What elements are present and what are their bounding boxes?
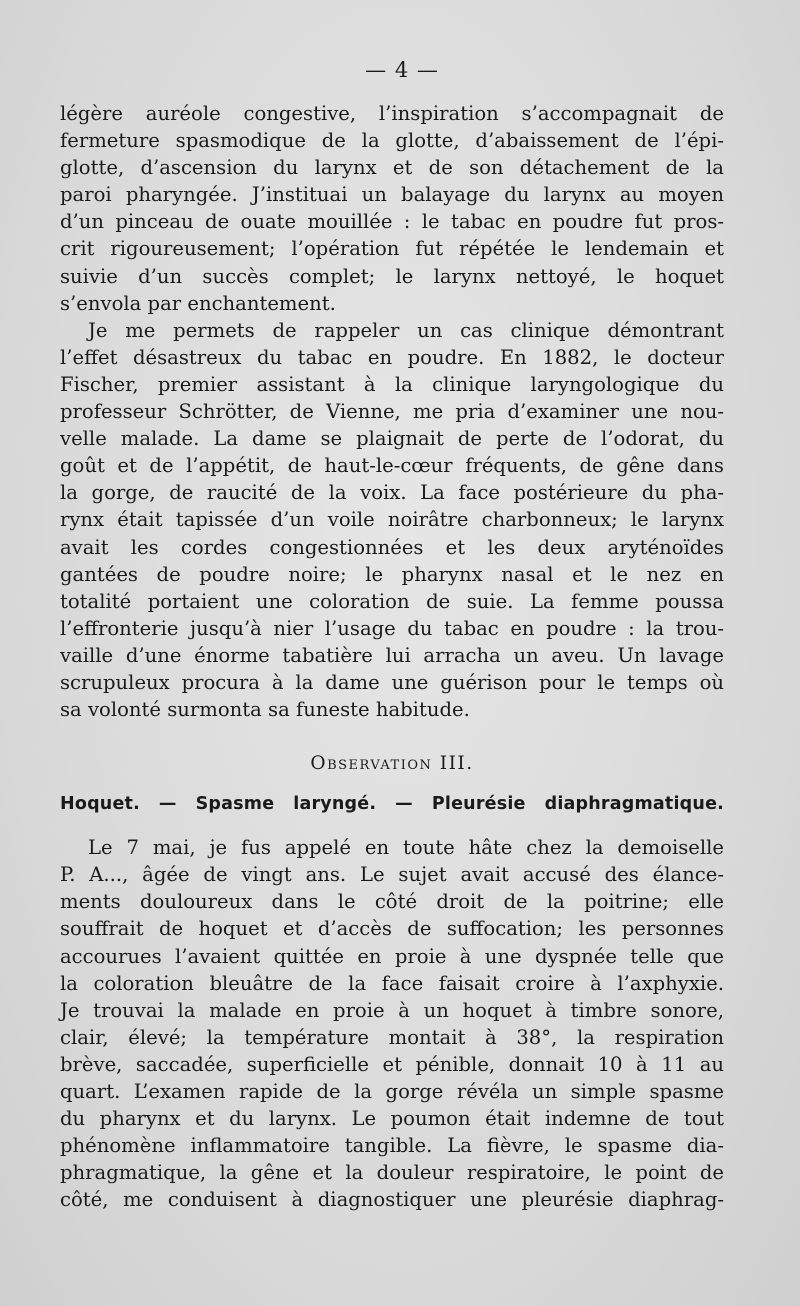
text-line: avait les cordes congestionnées et les deux aryténoïdes <box>60 535 724 559</box>
text-line: Je me permets de rappeler un cas clinique démontrant <box>88 318 724 342</box>
text-line: phragmatique, la gêne et la douleur respiratoire, le point de <box>60 1161 724 1185</box>
text-line: velle malade. La dame se plaignait de perte de l’odorat, du <box>60 427 724 451</box>
text-line: paroi pharyngée. J’instituai un balayage du larynx au moyen <box>60 183 724 207</box>
text-line: gantées de poudre noire; le pharynx nasal et le nez en <box>60 562 724 586</box>
text-line: souffrait de hoquet et d’accès de suffocation; les personnes <box>60 917 724 941</box>
text-line: l’effet désastreux du tabac en poudre. En 1882, le docteur <box>60 345 724 369</box>
text-line: phénomène inflammatoire tangible. La fièvre, le spasme dia- <box>60 1134 724 1158</box>
text-line: du pharynx et du larynx. Le poumon était indemne de tout <box>60 1107 724 1131</box>
section-heading: Observation III. <box>310 753 474 775</box>
text-line: la gorge, de raucité de la voix. La face postérieure du pha- <box>60 481 724 505</box>
text-line: d’un pinceau de ouate mouillée : le tabac en poudre fut pros- <box>60 210 724 234</box>
paragraph-observation <box>60 834 724 1213</box>
text-line: Fischer, premier assistant à la clinique laryngologique du <box>60 372 724 396</box>
text-line: brève, saccadée, superficielle et pénible, donnait 10 à 11 au <box>60 1052 724 1076</box>
paragraph-continuation <box>60 100 724 317</box>
page-number: — 4 — <box>365 58 439 82</box>
text-line: fermeture spasmodique de la glotte, d’abaissement de l’épi- <box>60 129 724 153</box>
text-line: clair, élevé; la température montait à 38°, la respiration <box>60 1025 724 1049</box>
text-line: scrupuleux procura à la dame une guérison pour le temps où <box>60 670 724 694</box>
text-line: vaille d’une énorme tabatière lui arracha un aveu. Un lavage <box>60 643 724 667</box>
text-line: la coloration bleuâtre de la face faisait croire à l’axphyxie. <box>60 971 724 995</box>
text-line: suivie d’un succès complet; le larynx nettoyé, le hoquet <box>60 264 724 288</box>
text-line: Je trouvai la malade en proie à un hoquet à timbre sonore, <box>60 998 724 1022</box>
text-line: s’envola par enchantement. <box>60 291 336 315</box>
text-line: l’effronterie jusqu’à nier l’usage du tabac en poudre : la trou- <box>60 616 724 640</box>
text-line: rynx était tapissée d’un voile noirâtre charbonneux; le larynx <box>60 508 724 532</box>
text-line: côté, me conduisent à diagnostiquer une pleurésie diaphrag- <box>60 1188 724 1212</box>
text-line: P. A..., âgée de vingt ans. Le sujet avait accusé des élance- <box>60 863 724 887</box>
paragraph-tabac-case <box>60 317 724 723</box>
text-line: sa volonté surmonta sa funeste habitude. <box>60 698 470 722</box>
text-line: crit rigoureusement; l’opération fut répétée le lendemain et <box>60 237 724 261</box>
text-line: Le 7 mai, je fus appelé en toute hâte chez la demoiselle <box>88 836 724 860</box>
book-page <box>60 58 724 1213</box>
text-line: accourues l’avaient quittée en proie à une dyspnée telle que <box>60 944 724 968</box>
text-line: totalité portaient une coloration de suie. La femme poussa <box>60 589 724 613</box>
section-subtitle: Hoquet. — Spasme laryngé. — Pleurésie diaphragmatique. <box>60 794 724 815</box>
text-line: goût et de l’appétit, de haut-le-cœur fréquents, de gêne dans <box>60 454 724 478</box>
text-line: glotte, d’ascension du larynx et de son détachement de la <box>60 156 724 180</box>
text-line: professeur Schrötter, de Vienne, me pria d’examiner une nou- <box>60 400 724 424</box>
text-line: ments douloureux dans le côté droit de la poitrine; elle <box>60 890 724 914</box>
text-line: quart. L’examen rapide de la gorge révéla un simple spasme <box>60 1080 724 1103</box>
text-line: légère auréole congestive, l’inspiration s’accompagnait de <box>60 102 724 125</box>
